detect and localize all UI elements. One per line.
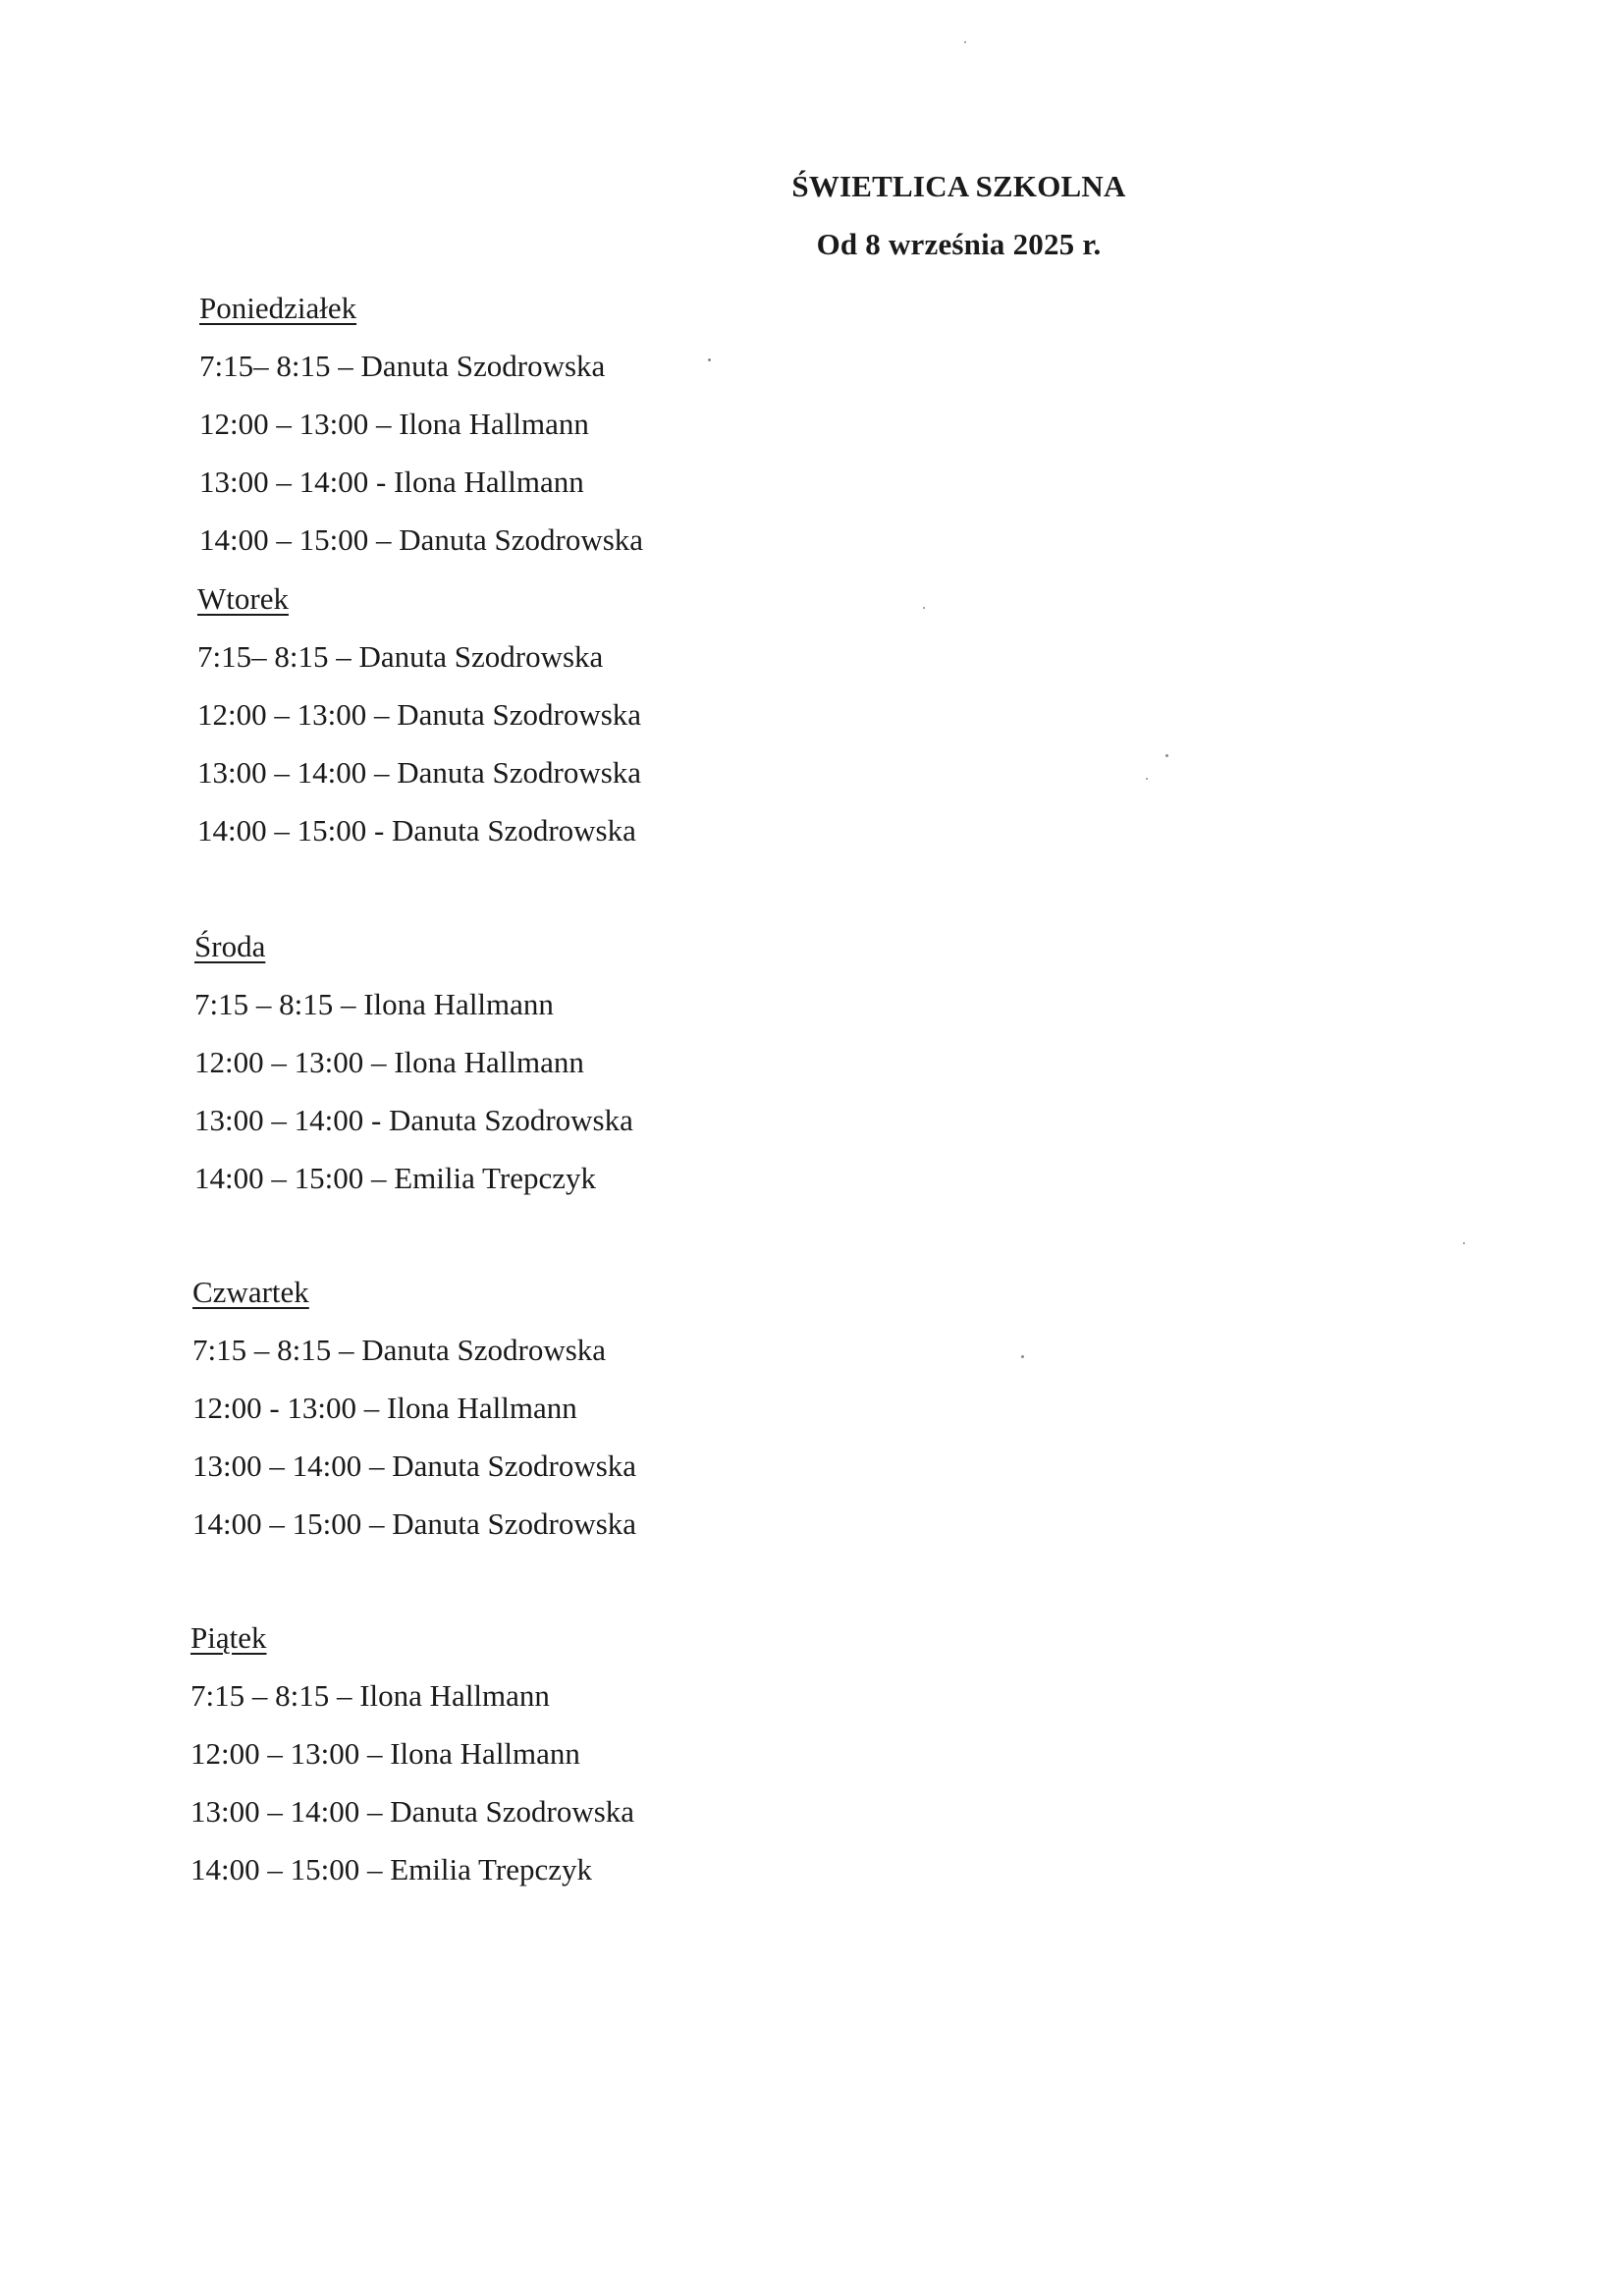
time-slot: 14:00 – 15:00 – Danuta Szodrowska [192,1506,637,1541]
time-slot: 12:00 – 13:00 – Ilona Hallmann [194,1045,584,1079]
time-slot: 13:00 – 14:00 – Danuta Szodrowska [192,1449,637,1483]
day-section-thursday [192,1263,636,1553]
scan-speck [1146,778,1148,780]
time-slot: 7:15– 8:15 – Danuta Szodrowska [197,639,604,674]
day-heading: Poniedziałek [199,291,357,325]
time-slot: 14:00 – 15:00 – Emilia Trepczyk [194,1161,597,1195]
time-slot: 7:15 – 8:15 – Ilona Hallmann [194,987,554,1021]
day-section-wednesday [194,917,633,1207]
scan-speck [708,358,711,361]
scan-speck [923,607,925,609]
day-section-tuesday [197,570,641,859]
document-subtitle: Od 8 września 2025 r. [816,227,1102,261]
day-heading: Czwartek [192,1275,309,1309]
document-title: ŚWIETLICA SZKOLNA [791,169,1126,203]
time-slot: 13:00 – 14:00 – Danuta Szodrowska [190,1794,635,1829]
time-slot: 13:00 – 14:00 - Ilona Hallmann [199,465,584,499]
time-slot: 7:15 – 8:15 – Ilona Hallmann [190,1678,550,1713]
time-slot: 13:00 – 14:00 - Danuta Szodrowska [194,1103,633,1137]
time-slot: 12:00 – 13:00 – Ilona Hallmann [190,1736,580,1771]
scan-speck [1463,1242,1465,1244]
time-slot: 12:00 - 13:00 – Ilona Hallmann [192,1391,577,1425]
time-slot: 14:00 – 15:00 – Danuta Szodrowska [199,522,644,557]
time-slot: 7:15– 8:15 – Danuta Szodrowska [199,349,606,383]
time-slot: 14:00 – 15:00 – Emilia Trepczyk [190,1852,593,1886]
time-slot: 7:15 – 8:15 – Danuta Szodrowska [192,1333,607,1367]
time-slot: 14:00 – 15:00 - Danuta Szodrowska [197,813,636,847]
time-slot: 13:00 – 14:00 – Danuta Szodrowska [197,755,642,790]
day-heading: Środa [194,929,266,963]
day-section-monday [199,279,643,569]
scan-speck [1021,1355,1024,1358]
day-section-friday [190,1609,634,1898]
time-slot: 12:00 – 13:00 – Ilona Hallmann [199,407,589,441]
scan-speck [1165,754,1168,757]
day-heading: Piątek [190,1620,267,1655]
scan-speck [964,41,966,43]
day-heading: Wtorek [197,581,289,616]
time-slot: 12:00 – 13:00 – Danuta Szodrowska [197,697,642,732]
